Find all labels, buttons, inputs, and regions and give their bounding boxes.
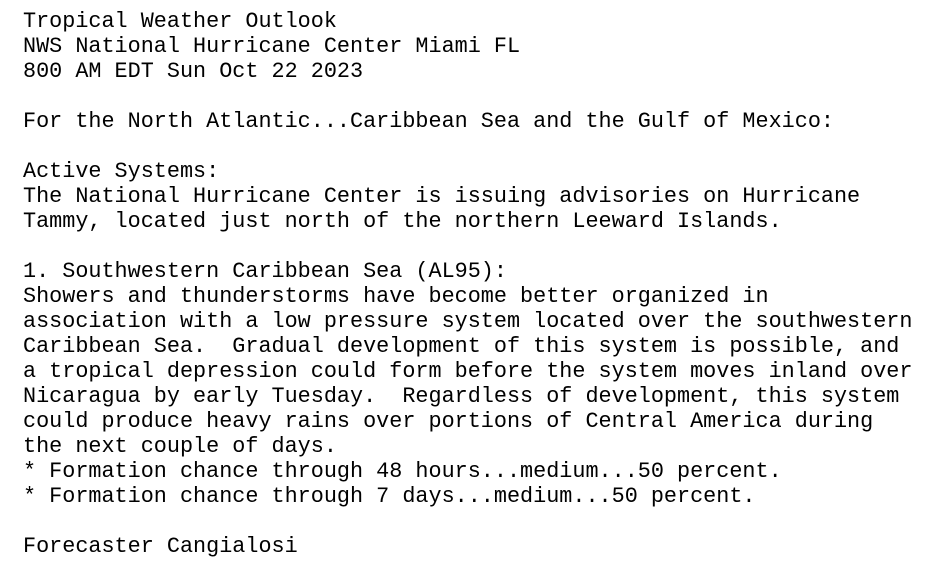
disturbance-line: Caribbean Sea. Gradual development of this system is possible, and — [23, 334, 900, 359]
tropical-weather-outlook — [23, 9, 912, 559]
formation-chance-7d: * Formation chance through 7 days...medium...50 percent. — [23, 484, 756, 509]
blank-line — [23, 134, 912, 159]
active-systems-line: The National Hurricane Center is issuing advisories on Hurricane — [23, 184, 861, 209]
blank-line — [23, 84, 912, 109]
active-systems-line: Tammy, located just north of the northern Leeward Islands. — [23, 209, 782, 234]
disturbance-heading: 1. Southwestern Caribbean Sea (AL95): — [23, 259, 507, 284]
region-statement: For the North Atlantic...Caribbean Sea and the Gulf of Mexico: — [23, 109, 834, 134]
disturbance-line: Nicaragua by early Tuesday. Regardless of development, this system — [23, 384, 900, 409]
forecaster-signoff: Forecaster Cangialosi — [23, 534, 298, 559]
outlook-title: Tropical Weather Outlook — [23, 9, 337, 34]
disturbance-line: a tropical depression could form before the system moves inland over — [23, 359, 913, 384]
disturbance-line: association with a low pressure system located over the southwestern — [23, 309, 913, 334]
disturbance-line: could produce heavy rains over portions of Central America during — [23, 409, 874, 434]
formation-chance-48h: * Formation chance through 48 hours...medium...50 percent. — [23, 459, 782, 484]
blank-line — [23, 509, 912, 534]
issue-time: 800 AM EDT Sun Oct 22 2023 — [23, 59, 364, 84]
issuing-office: NWS National Hurricane Center Miami FL — [23, 34, 521, 59]
disturbance-line: Showers and thunderstorms have become better organized in — [23, 284, 769, 309]
active-systems-heading: Active Systems: — [23, 159, 220, 184]
blank-line — [23, 234, 912, 259]
disturbance-line: the next couple of days. — [23, 434, 337, 459]
